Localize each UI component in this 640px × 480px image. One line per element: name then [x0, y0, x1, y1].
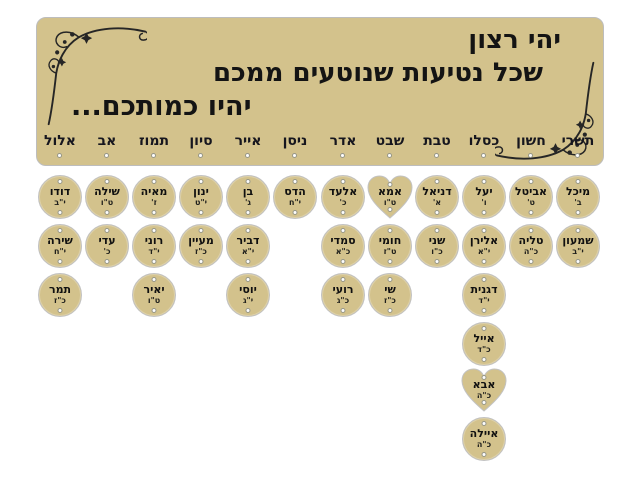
disc-hole: [529, 210, 534, 215]
disc-hole: [388, 308, 393, 313]
disc-hole: [105, 210, 110, 215]
disc-date: כ"ה: [476, 440, 492, 449]
disc-name: רועי: [332, 283, 354, 296]
name-disc: [226, 224, 270, 268]
disc-hole: [482, 326, 487, 331]
disc-hole: [341, 259, 346, 264]
disc-hole: [293, 179, 298, 184]
disc-hole: [482, 210, 487, 215]
disc-hole: [388, 228, 393, 233]
disc-hole: [529, 179, 534, 184]
disc-hole: [482, 452, 487, 457]
disc-hole: [58, 210, 63, 215]
plaque-hanging-hole: [198, 153, 203, 158]
disc-hole: [246, 228, 251, 233]
blessing-line-1: יהי רצון: [468, 25, 561, 55]
disc-hole: [482, 421, 487, 426]
disc-hole: [152, 179, 157, 184]
blessing-line-3: יהיו כמותכם...: [71, 91, 252, 122]
disc-hole: [388, 277, 393, 282]
disc-date: א': [432, 198, 442, 207]
disc-name: אמא: [378, 185, 402, 198]
disc-hole: [105, 179, 110, 184]
name-disc: [415, 175, 459, 219]
disc-date: ז': [151, 198, 157, 207]
disc-date: ט"ו: [383, 198, 397, 207]
disc-name: מיכל: [565, 185, 591, 198]
disc-date: כ"ה: [523, 247, 539, 256]
disc-name: אייל: [473, 332, 495, 345]
disc-date: כ"ז: [384, 296, 396, 305]
disc-date: י"ט: [195, 198, 207, 207]
disc-name: עדי: [98, 234, 116, 247]
disc-hole: [105, 259, 110, 264]
name-disc-heart: [460, 367, 508, 413]
month-label: אדר: [329, 133, 357, 149]
disc-hole: [152, 259, 157, 264]
disc-hole: [152, 277, 157, 282]
disc-name: הדס: [284, 185, 306, 198]
disc-hole: [482, 228, 487, 233]
disc-hole: [58, 228, 63, 233]
plaque-hanging-hole: [528, 153, 533, 158]
name-disc: [132, 273, 176, 317]
disc-name: איילה: [469, 427, 499, 440]
disc-hole: [435, 228, 440, 233]
disc-hole: [482, 259, 487, 264]
name-disc: [509, 224, 553, 268]
disc-date: ט"ו: [147, 296, 161, 305]
disc-hole: [58, 277, 63, 282]
disc-date: כ"ג: [336, 296, 350, 305]
name-disc: [179, 224, 223, 268]
plaque-hanging-hole: [387, 153, 392, 158]
disc-hole: [529, 228, 534, 233]
name-disc: [38, 175, 82, 219]
name-disc: [38, 224, 82, 268]
disc-hole: [576, 210, 581, 215]
disc-hole: [199, 179, 204, 184]
disc-hole: [246, 308, 251, 313]
disc-hole: [341, 228, 346, 233]
plaque-hanging-hole: [434, 153, 439, 158]
disc-name: אבא: [472, 378, 496, 391]
plaque-hanging-hole: [104, 153, 109, 158]
disc-hole: [435, 210, 440, 215]
disc-name: שילה: [94, 185, 120, 198]
disc-hole: [482, 277, 487, 282]
disc-hole: [246, 259, 251, 264]
disc-hole: [152, 228, 157, 233]
disc-hole: [576, 259, 581, 264]
name-disc: [321, 224, 365, 268]
disc-date: כ': [339, 198, 347, 207]
name-disc: [38, 273, 82, 317]
disc-name: אלעד: [328, 185, 358, 198]
name-disc: [556, 175, 600, 219]
name-disc: [226, 175, 270, 219]
month-label: תשרי: [561, 133, 595, 149]
disc-date: כ"א: [335, 247, 351, 256]
month-label: אייר: [234, 133, 262, 149]
disc-date: י"ב: [54, 198, 66, 207]
disc-hole: [482, 357, 487, 362]
disc-hole: [199, 259, 204, 264]
plaque-hanging-hole: [481, 153, 486, 158]
disc-hole: [58, 179, 63, 184]
name-disc: [556, 224, 600, 268]
disc-date: ו': [481, 198, 487, 207]
disc-name: דביר: [236, 234, 260, 247]
plaque-hanging-hole: [245, 153, 250, 158]
disc-hole: [199, 210, 204, 215]
name-disc: [273, 175, 317, 219]
disc-name: שני: [428, 234, 446, 247]
plaque-hanging-hole: [151, 153, 156, 158]
disc-date: י"ד: [148, 247, 160, 256]
disc-hole: [482, 179, 487, 184]
disc-name: חומי: [378, 234, 402, 247]
month-label: אב: [97, 133, 117, 149]
month-label: טבת: [423, 133, 451, 149]
month-label: סיון: [189, 133, 213, 149]
disc-date: י"ב: [572, 247, 584, 256]
disc-name: אביטל: [514, 185, 548, 198]
disc-name: רוני: [144, 234, 164, 247]
month-label: אלול: [44, 133, 76, 149]
name-disc: [509, 175, 553, 219]
month-label: כסלו: [468, 133, 500, 149]
disc-date: י"א: [241, 247, 255, 256]
disc-name: תמר: [48, 283, 72, 296]
disc-name: טליה: [518, 234, 544, 247]
disc-date: ט': [527, 198, 535, 207]
disc-hole: [58, 308, 63, 313]
disc-hole: [152, 308, 157, 313]
name-disc: [179, 175, 223, 219]
name-disc: [85, 175, 129, 219]
disc-date: י"ד: [478, 296, 490, 305]
disc-hole: [246, 277, 251, 282]
disc-date: כ"ז: [54, 296, 66, 305]
disc-hole: [435, 179, 440, 184]
name-disc: [462, 273, 506, 317]
disc-name: דודו: [49, 185, 71, 198]
plaque-hanging-hole: [292, 153, 297, 158]
disc-hole: [576, 179, 581, 184]
disc-hole: [435, 259, 440, 264]
disc-hole: [341, 179, 346, 184]
disc-hole: [105, 228, 110, 233]
disc-date: ג': [244, 198, 252, 207]
disc-date: ט"ו: [100, 198, 114, 207]
disc-date: י"ח: [288, 198, 302, 207]
month-label: תמוז: [138, 133, 170, 149]
name-disc: [462, 175, 506, 219]
disc-name: סמדי: [330, 234, 356, 247]
disc-hole: [199, 228, 204, 233]
plaque-hanging-hole: [575, 153, 580, 158]
disc-name: שי: [384, 283, 396, 296]
disc-date: י"א: [477, 247, 491, 256]
disc-hole: [246, 179, 251, 184]
name-disc: [226, 273, 270, 317]
name-disc: [462, 224, 506, 268]
name-disc: [368, 224, 412, 268]
disc-date: ב': [574, 198, 582, 207]
name-disc: [415, 224, 459, 268]
disc-hole: [246, 210, 251, 215]
disc-date: י"ג: [242, 296, 254, 305]
disc-name: דגנית: [470, 283, 498, 296]
disc-hole: [529, 259, 534, 264]
disc-date: כ"ז: [195, 247, 207, 256]
month-label: חשון: [516, 133, 546, 149]
disc-hole: [341, 210, 346, 215]
disc-name: יוסי: [239, 283, 257, 296]
disc-hole: [152, 210, 157, 215]
disc-hole: [482, 308, 487, 313]
disc-hole: [341, 277, 346, 282]
disc-name: ינון: [193, 185, 209, 198]
name-disc: [132, 224, 176, 268]
name-disc: [368, 273, 412, 317]
disc-date: י"ח: [53, 247, 67, 256]
disc-name: בן: [242, 185, 254, 198]
plaque-hanging-hole: [340, 153, 345, 158]
disc-hole: [293, 210, 298, 215]
disc-name: שמעון: [562, 234, 594, 247]
disc-hole: [576, 228, 581, 233]
disc-hole: [341, 308, 346, 313]
disc-hole: [58, 259, 63, 264]
name-disc-heart: [366, 174, 414, 220]
name-disc: [462, 417, 506, 461]
disc-name: יאיר: [143, 283, 165, 296]
name-disc: [132, 175, 176, 219]
disc-name: יעל: [475, 185, 493, 198]
disc-name: מאיה: [140, 185, 168, 198]
plaque-hanging-hole: [57, 153, 62, 158]
disc-date: כ': [103, 247, 111, 256]
disc-hole: [388, 259, 393, 264]
disc-name: מעיין: [188, 234, 214, 247]
disc-name: שירה: [47, 234, 73, 247]
disc-date: כ"ד: [477, 345, 491, 354]
blessing-line-2: שכל נטיעות שנוטעים ממכם: [212, 58, 543, 88]
name-disc: [462, 322, 506, 366]
disc-date: כ"ו: [431, 247, 443, 256]
month-label: שבט: [375, 133, 405, 149]
disc-date: כ"ה: [476, 391, 492, 400]
disc-name: אלירן: [469, 234, 499, 247]
month-label: ניסן: [282, 133, 308, 149]
name-disc: [321, 273, 365, 317]
name-disc: [85, 224, 129, 268]
name-disc: [321, 175, 365, 219]
disc-name: דניאל: [422, 185, 452, 198]
disc-date: ט"ז: [383, 247, 397, 256]
